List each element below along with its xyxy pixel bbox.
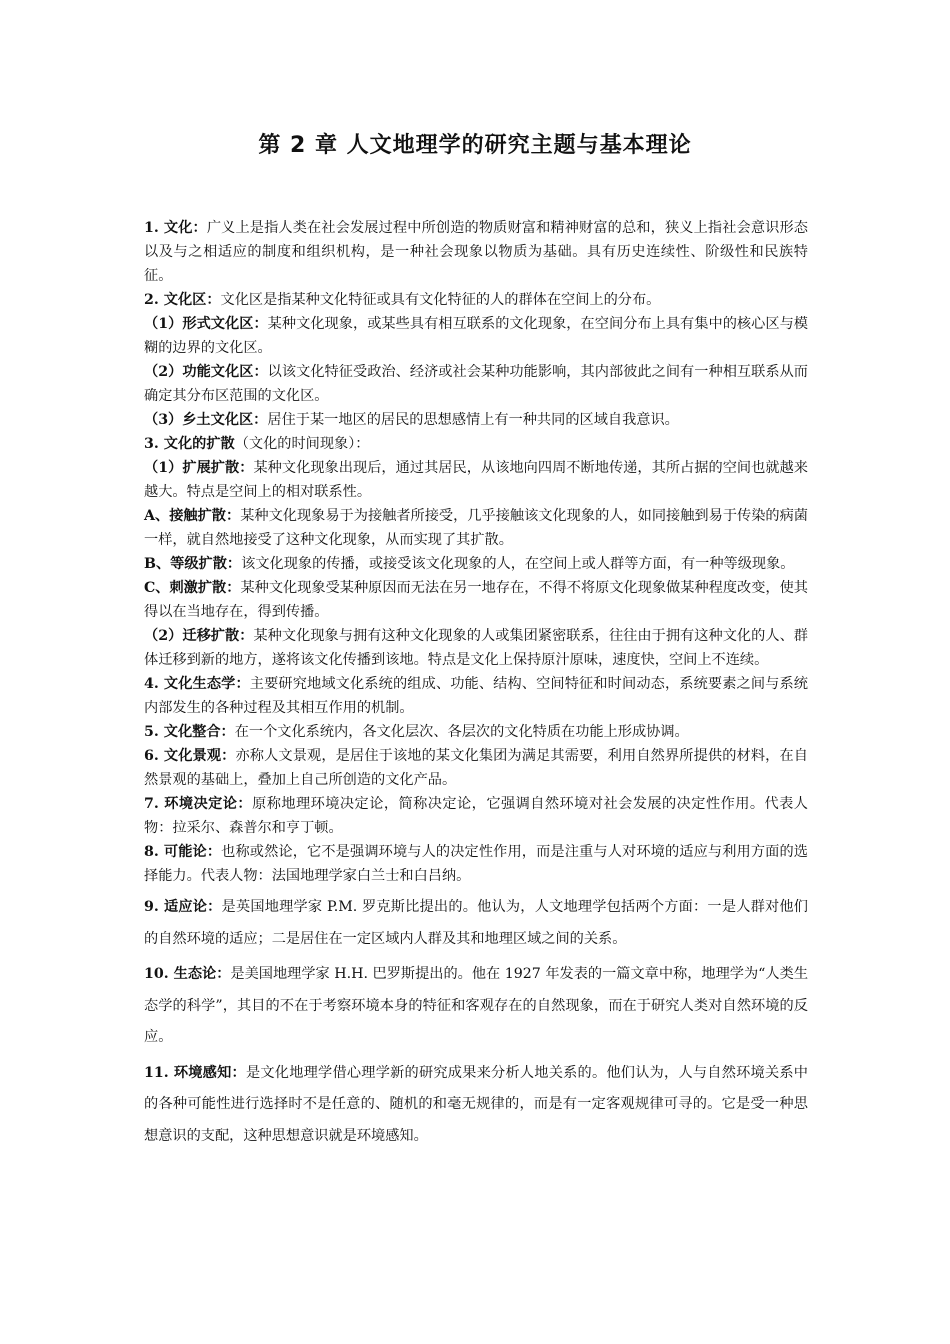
definition: 原称地理环境决定论，简称决定论，它强调自然环境对社会发展的决定性作用。代表人物：拉采尔、森普尔和亨丁顿。 xyxy=(144,796,808,836)
paragraph-culture xyxy=(144,216,808,288)
paragraph-ecology xyxy=(144,959,808,1054)
definition: 是文化地理学借心理学新的研究成果来分析人地关系的。他们认为，人与自然环境关系中的各种可能性进行选择时不是任意的、随机的和毫无规律的，而是有一定客观规律可寻的。它是受一种思想意识的支配，这种思想意识就是环境感知。 xyxy=(144,1064,808,1144)
definition: 居住于某一地区的居民的思想感情上有一种共同的区域自我意识。 xyxy=(267,412,679,428)
definition: （文化的时间现象）： xyxy=(234,436,370,452)
definition: 主要研究地域文化系统的组成、功能、结构、空间特征和时间动态，系统要素之间与系统内部发生的各种过程及其相互作用的机制。 xyxy=(144,676,808,716)
term: 11. 环境感知： xyxy=(144,1064,246,1081)
term: 6. 文化景观： xyxy=(144,748,236,764)
paragraph-possibilism xyxy=(144,840,808,888)
term: （2）功能文化区： xyxy=(144,364,268,380)
term: （2）迁移扩散： xyxy=(144,628,254,644)
definition: 某种文化现象与拥有这种文化现象的人或集团紧密联系，往往由于拥有这种文化的人、群体迁移到新的地方，遂将该文化传播到该地。特点是文化上保持原汁原味，速度快，空间上不连续。 xyxy=(144,628,808,668)
term: B、等级扩散： xyxy=(144,556,242,572)
definition: 某种文化现象易于为接触者所接受，几乎接触该文化现象的人，如同接触到易于传染的病菌一样，就自然地接受了这种文化现象，从而实现了其扩散。 xyxy=(144,508,808,548)
page-title: 第 2 章 人文地理学的研究主题与基本理论 xyxy=(258,133,692,158)
definition: 该文化现象的传播，或接受该文化现象的人，在空间上或人群等方面，有一种等级现象。 xyxy=(241,556,795,572)
paragraph-hierarchical-diffusion xyxy=(144,552,808,576)
definition: 文化区是指某种文化特征或具有文化特征的人的群体在空间上的分布。 xyxy=(220,292,661,308)
term: A、接触扩散： xyxy=(144,508,241,524)
paragraph-diffusion xyxy=(144,432,808,456)
paragraph-contact-diffusion xyxy=(144,504,808,552)
paragraph-cultural-integration xyxy=(144,720,808,744)
definition: 以该文化特征受政治、经济或社会某种功能影响，其内部彼此之间有一种相互联系从而确定其分布区范围的文化区。 xyxy=(144,364,808,404)
definition: 广义上是指人类在社会发展过程中所创造的物质财富和精神财富的总和，狭义上指社会意识形态以及与之相适应的制度和组织机构，是一种社会现象以物质为基础。具有历史连续性、阶级性和民族特征。 xyxy=(144,220,808,284)
term: 7. 环境决定论： xyxy=(144,796,253,812)
paragraph-culture-region xyxy=(144,288,808,312)
paragraph-determinism xyxy=(144,792,808,840)
paragraph-relocation-diffusion xyxy=(144,624,808,672)
definition: 亦称人文景观，是居住于该地的某文化集团为满足其需要，利用自然界所提供的材料，在自然景观的基础上，叠加上自己所创造的文化产品。 xyxy=(144,748,808,788)
term: 3. 文化的扩散 xyxy=(144,436,235,452)
term: （1）扩展扩散： xyxy=(144,460,254,476)
definition: 是英国地理学家 P.M. 罗克斯比提出的。他认为，人文地理学包括两个方面：一是人群对他们的自然环境的适应；二是居住在一定区域内人群及其和地理区域之间的关系。 xyxy=(144,899,808,947)
term: （3）乡土文化区： xyxy=(144,412,268,428)
term: C、刺激扩散： xyxy=(144,580,241,596)
term: （1）形式文化区： xyxy=(144,316,268,332)
paragraph-stimulus-diffusion xyxy=(144,576,808,624)
paragraph-formal-region xyxy=(144,312,808,360)
definition: 在一个文化系统内，各文化层次、各层次的文化特质在功能上形成协调。 xyxy=(234,724,689,740)
term: 8. 可能论： xyxy=(144,844,222,860)
paragraph-vernacular-region xyxy=(144,408,808,432)
term: 5. 文化整合： xyxy=(144,724,235,740)
term: 2. 文化区： xyxy=(144,292,221,308)
definition: 某种文化现象受某种原因而无法在另一地存在，不得不将原文化现象做某种程度改变，使其得以在当地存在，得到传播。 xyxy=(144,580,808,620)
paragraph-adaptation xyxy=(144,892,808,955)
paragraph-environmental-perception xyxy=(144,1058,808,1153)
definition: 是美国地理学家 H.H. 巴罗斯提出的。他在 1927 年发表的一篇文章中称，地理学为“人类生态学的科学”，其目的不在于考察环境本身的特征和客观存在的自然现象，而在于研究人类对自然环境的反应。 xyxy=(144,966,809,1045)
definition: 某种文化现象出现后，通过其居民，从该地向四周不断地传递，其所占据的空间也就越来越大。特点是空间上的相对联系性。 xyxy=(144,460,808,500)
term: 4. 文化生态学： xyxy=(144,676,250,692)
document-body xyxy=(144,216,808,1152)
term: 10. 生态论： xyxy=(144,966,231,982)
definition: 也称或然论，它不是强调环境与人的决定性作用，而是注重与人对环境的适应与利用方面的选择能力。代表人物：法国地理学家白兰士和白吕纳。 xyxy=(144,844,808,884)
term: 9. 适应论： xyxy=(144,899,222,915)
definition: 某种文化现象，或某些具有相互联系的文化现象，在空间分布上具有集中的核心区与模糊的边界的文化区。 xyxy=(144,316,808,356)
paragraph-cultural-landscape xyxy=(144,744,808,792)
paragraph-expansion-diffusion xyxy=(144,456,808,504)
paragraph-cultural-ecology xyxy=(144,672,808,720)
paragraph-functional-region xyxy=(144,360,808,408)
term: 1. 文化： xyxy=(144,220,207,236)
